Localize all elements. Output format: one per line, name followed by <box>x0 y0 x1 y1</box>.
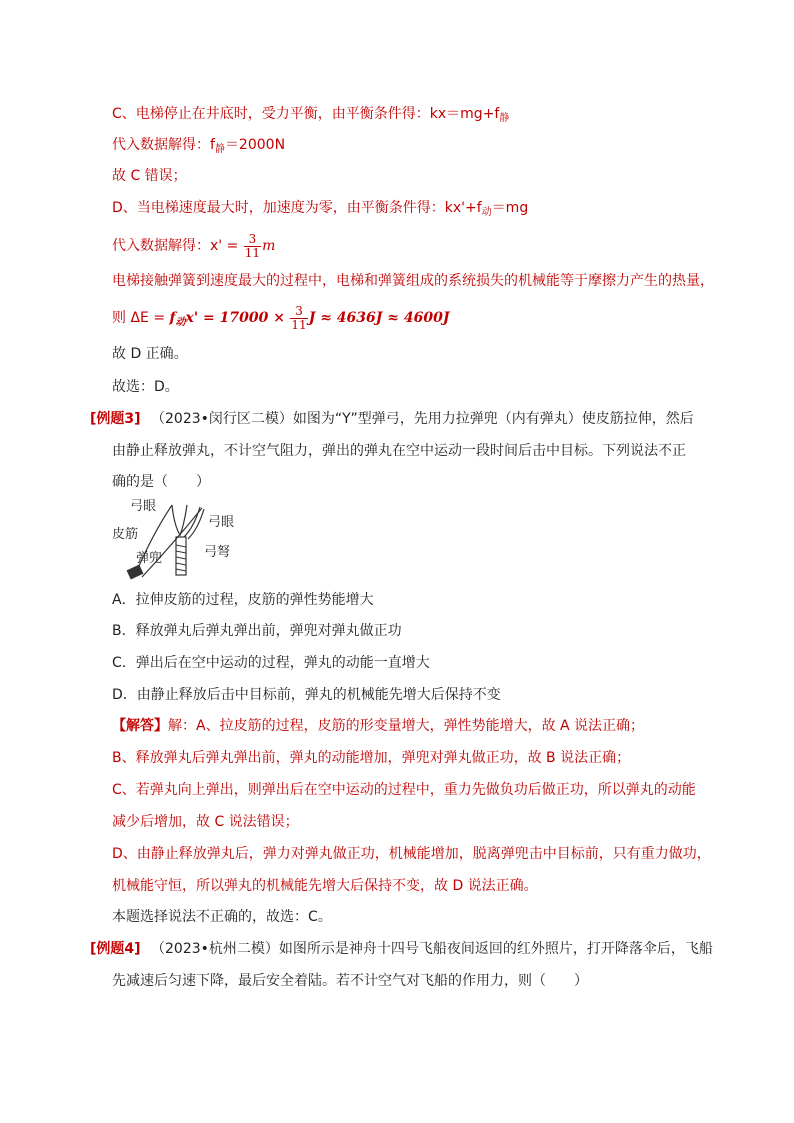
slingshot-figure <box>112 495 252 585</box>
example3-question-line1: [例题3] （2023•闵行区二模）如图为“Y”型弹弓，先用力拉弹兜（内有弹丸）使皮筋拉伸，然后 <box>90 411 694 427</box>
example3-final: 本题选择说法不正确的，故选：C。 <box>112 909 332 925</box>
example3-option-b: B．释放弹丸后弹丸弹出前，弹兜对弹丸做正功 <box>112 623 402 639</box>
solution-tag: 【解答】 <box>112 718 168 734</box>
example4-question-line2: 先减速后匀速下降，最后安全着陆。若不计空气对飞船的作用力，则（ ） <box>112 973 588 989</box>
label-eye-right: 弓眼 <box>208 515 235 530</box>
example3-solution-line4: 减少后增加，故 C 说法错误； <box>112 814 299 830</box>
solution-d-data: 代入数据解得：x' = $\frac{3}{11}$ m <box>112 231 276 260</box>
fraction-3-11-energy: $\frac{3}{11}$ <box>291 303 307 332</box>
solution-c-conclusion: 故 C 错误； <box>112 168 187 184</box>
example3-option-d: D．由静止释放后击中目标前，弹丸的机械能先增大后保持不变 <box>112 687 501 703</box>
example3-option-c: C．弹出后在空中运动的过程，弹丸的动能一直增大 <box>112 655 430 671</box>
solution-d-energy-eq: 则 $\Delta E = f_动x' = 17000$ × $\frac{3}{11}$ J ≈ 4636J ≈ 4600J <box>112 303 450 332</box>
example3-solution-line3: C、若弹丸向上弹出，则弹出后在空中运动的过程中，重力先做负功后做正功，所以弹丸的动能 <box>112 782 696 798</box>
example3-option-a: A．拉伸皮筋的过程，皮筋的弹性势能增大 <box>112 592 374 608</box>
label-pouch: 弹兜 <box>136 551 163 566</box>
example3-solution-line6: 机械能守恒，所以弹丸的机械能先增大后保持不变，故 D 说法正确。 <box>112 878 538 894</box>
label-band: 皮筋 <box>112 527 139 542</box>
example3-solution-line5: D、由静止释放弹丸后，弹力对弹丸做正功，机械能增加，脱离弹兜击中目标前，只有重力做功， <box>112 846 711 862</box>
label-eye-left: 弓眼 <box>130 499 157 514</box>
solution-answer: 故选：D。 <box>112 379 179 395</box>
fraction-3-11: $\frac{3}{11}$ <box>244 231 261 260</box>
solution-d-line: D、当电梯速度最大时，加速度为零，由平衡条件得：$kx'+f_动=mg$ <box>112 200 529 218</box>
solution-d-energy-text: 电梯接触弹簧到速度最大的过程中，电梯和弹簧组成的系统损失的机械能等于摩擦力产生的热量， <box>112 273 714 289</box>
label-frame: 弓弩 <box>204 545 231 560</box>
example4-question-line1: [例题4] （2023•杭州二模）如图所示是神舟十四号飞船夜间返回的红外照片，打开降落伞后，飞船 <box>90 941 713 957</box>
solution-c-data: 代入数据解得：$f_静=2000N$ <box>112 137 286 155</box>
example3-solution-line2: B、释放弹丸后弹丸弹出前，弹丸的动能增加，弹兜对弹丸做正功，故 B 说法正确； <box>112 750 631 766</box>
example3-question-line3: 确的是（ ） <box>112 474 210 490</box>
example4-tag: [例题4] <box>90 941 141 957</box>
example3-solution-line1: 【解答】解：A、拉皮筋的过程，皮筋的形变量增大，弹性势能增大，故 A 说法正确； <box>112 718 645 734</box>
solution-c-line: C、电梯停止在井底时，受力平衡，由平衡条件得：$kx=mg+f_静$ <box>112 106 510 124</box>
example3-tag: [例题3] <box>90 411 141 427</box>
example3-question-line2: 由静止释放弹丸，不计空气阻力，弹出的弹丸在空中运动一段时间后击中目标。下列说法不正 <box>112 443 686 459</box>
solution-d-conclusion: 故 D 正确。 <box>112 346 188 362</box>
